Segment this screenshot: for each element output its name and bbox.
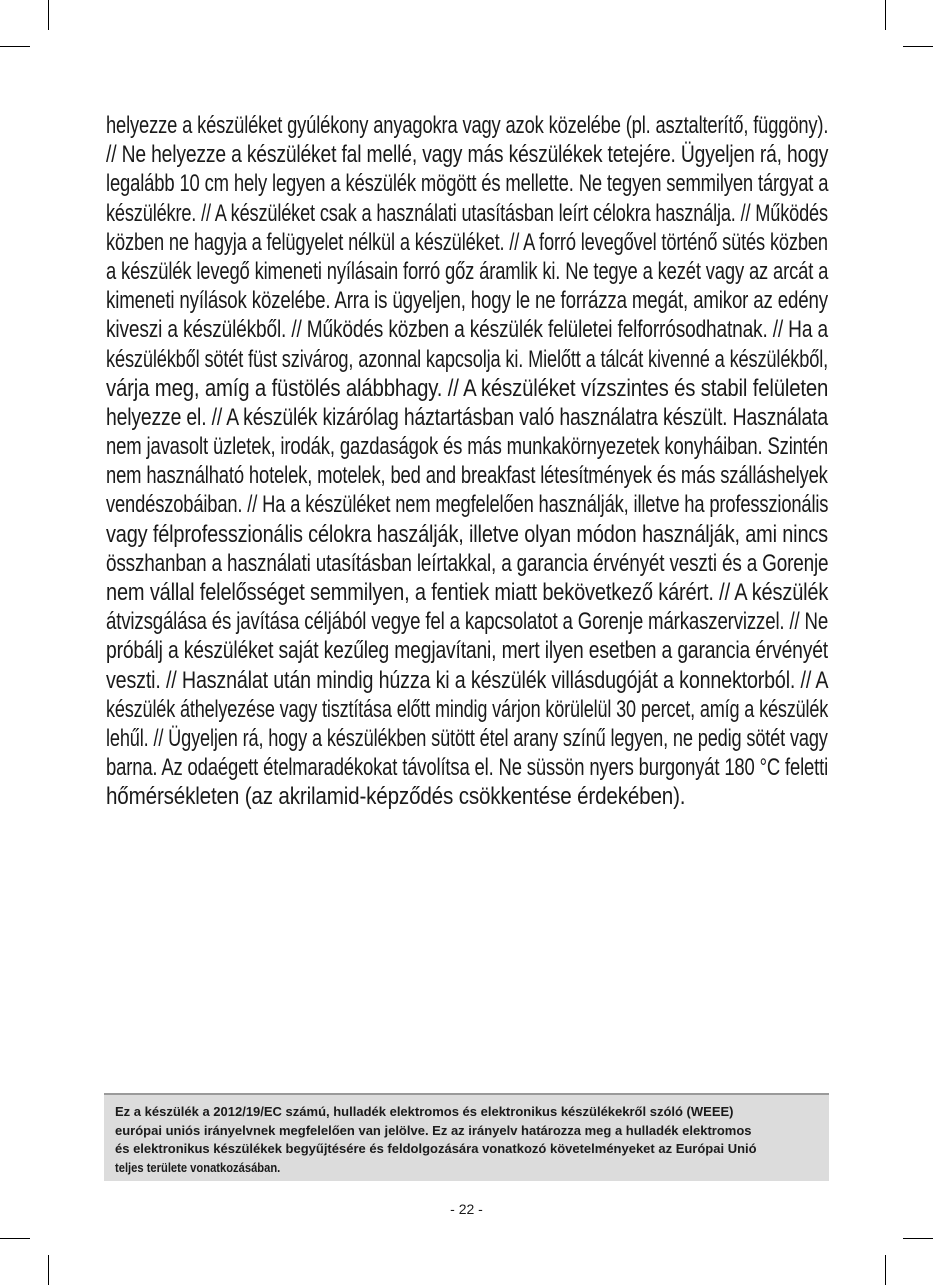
text-line: nem javasolt üzletek, irodák, gazdaságok és más munkakörnyezetek konyháiban. Szintén <box>106 433 829 461</box>
text-line: a készülék levegő kimeneti nyílásain forró gőz áramlik ki. Ne tegye a kezét vagy az arcát a <box>106 257 829 285</box>
weee-line: Ez a készülék a 2012/19/EC számú, hulladék elektromos és elektronikus készülékekről szóló (WEEE) <box>115 1104 734 1119</box>
text-line: barna. Az odaégett ételmaradékokat távolítsa el. Ne süssön nyers burgonyát 180 °C feletti <box>106 754 829 782</box>
text-line: próbálj a készüléket saját kezűleg megjavítani, mert ilyen esetben a garancia érvényét <box>106 637 828 665</box>
text-line: nem használható hotelek, motelek, bed and breakfast létesítmények és más szálláshelyek <box>106 462 828 490</box>
text-line: közben ne hagyja a felügyelet nélkül a készüléket. // A forró levegővel történő sütés közben <box>106 228 828 256</box>
text-line: hőmérsékleten (az akrilamid-képződés csökkentése érdekében). <box>106 783 686 811</box>
crop-mark <box>0 1238 30 1239</box>
crop-mark <box>903 1238 933 1239</box>
text-line: lehűl. // Ügyeljen rá, hogy a készülékben sütött étel arany színű legyen, ne pedig sötét vagy <box>106 724 828 752</box>
text-line: // Ne helyezze a készüléket fal mellé, vagy más készülékek tetejére. Ügyeljen rá, hogy <box>106 141 829 169</box>
weee-line: és elektronikus készülékek begyűjtésére és feldolgozására vonatkozó követelményeket az Európai Unió <box>115 1141 757 1156</box>
crop-mark <box>0 46 30 47</box>
crop-mark <box>885 0 886 30</box>
text-line: készülékből sötét füst szivárog, azonnal kapcsolja ki. Mielőtt a tálcát kivenné a készülékből, <box>106 345 829 373</box>
text-line: helyezze el. // A készülék kizárólag háztartásban való használatra készült. Használata <box>106 403 828 431</box>
safety-instructions-text <box>106 111 828 812</box>
text-line: vagy félprofesszionális célokra haszálják, illetve olyan módon használják, ami nincs <box>106 520 828 548</box>
text-line: vendészobáiban. // Ha a készüléket nem megfelelően használják, illetve ha professzionális <box>106 491 829 519</box>
text-line: veszti. // Használat után mindig húzza ki a készülék villásdugóját a konnektorból. // A <box>106 666 829 694</box>
page-number: - 22 - <box>450 1201 483 1217</box>
weee-notice-box <box>104 1093 829 1181</box>
crop-mark <box>48 1255 49 1285</box>
text-line: legalább 10 cm hely legyen a készülék mögött és mellette. Ne tegyen semmilyen tárgyat a <box>106 170 829 198</box>
text-line: kiveszi a készülékből. // Működés közben a készülék felületei felforrósodhatnak. // Ha a <box>106 316 828 344</box>
text-line: készülékre. // A készüléket csak a használati utasításban leírt célokra használja. // Működés <box>106 199 828 227</box>
text-line: készülék áthelyezése vagy tisztítása előtt mindig várjon körülelül 30 percet, amíg a készülék <box>106 695 829 723</box>
text-line: helyezze a készüléket gyúlékony anyagokra vagy azok közelébe (pl. asztalterítő, függöny). <box>106 112 829 139</box>
text-line: nem vállal felelősséget semmilyen, a fentiek miatt bekövetkező kárért. // A készülék <box>106 579 829 606</box>
text-line: átvizsgálása és javítása céljából vegye fel a kapcsolatot a Gorenje márkaszervizzel. // Ne <box>106 608 829 636</box>
crop-mark <box>885 1255 886 1285</box>
weee-line: európai uniós irányelvnek megfelelően van jelölve. Ez az irányelv határozza meg a hulladék elektromos <box>115 1122 752 1138</box>
weee-line: teljes területe vonatkozásában. <box>115 1159 281 1175</box>
text-line: kimeneti nyílások közelébe. Arra is ügyeljen, hogy le ne forrázza megát, amikor az edény <box>106 287 828 315</box>
crop-mark <box>48 0 49 30</box>
crop-mark <box>903 46 933 47</box>
text-line: összhanban a használati utasításban leírtakkal, a garancia érvényét veszti és a Gorenje <box>106 549 829 577</box>
text-line: várja meg, amíg a füstölés alábbhagy. // A készüléket vízszintes és stabil felületen <box>106 374 829 402</box>
